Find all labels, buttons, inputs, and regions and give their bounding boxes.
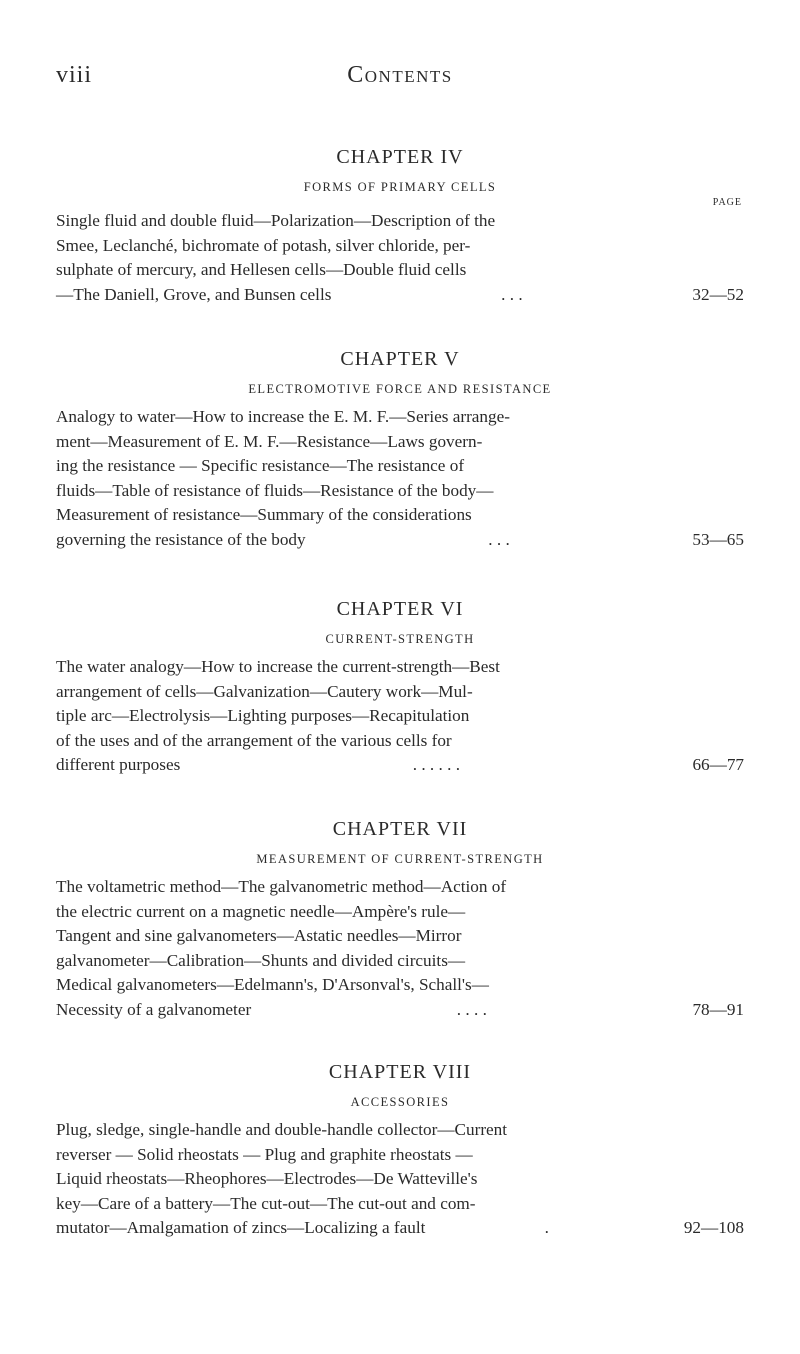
description-last-line: [56, 753, 744, 778]
chapter-description: [56, 655, 744, 778]
description-line: Smee, Leclanché, bichromate of potash, silver chloride, per-: [56, 235, 471, 255]
description-line: mutator—Amalgamation of zincs—Localizing a fault: [56, 1218, 426, 1237]
chapter-viii: [56, 1060, 744, 1241]
description-line: sulphate of mercury, and Hellesen cells—Double fluid cells: [56, 260, 467, 279]
description-line: Single fluid and double fluid—Polarization—Description of the: [56, 211, 496, 230]
leader-dots: . . .: [488, 529, 510, 549]
chapter-title: CHAPTER IV: [336, 146, 464, 168]
description-line: ing the resistance — Specific resistance—The resistance of: [56, 456, 465, 475]
chapter-title: CHAPTER V: [340, 348, 460, 370]
description-last-line: mutator—Amalgamation of zincs—Localizing a fault . 92—108: [76, 1216, 744, 1241]
chapter-description: [56, 405, 744, 552]
chapter-v: [56, 347, 744, 552]
description-line: Necessity of a galvanometer: [56, 999, 252, 1019]
running-title: Contents: [347, 62, 453, 88]
description-line: Tangent and sine galvanometers—Astatic needles—Mirror: [56, 926, 462, 945]
chapter-subtitle: CURRENT-STRENGTH: [325, 632, 475, 646]
description-line: The voltametric method—The galvanometric method—Action of: [56, 877, 507, 896]
description-line: Measurement of resistance—Summary of the considerations: [56, 505, 472, 524]
page-range: 53—65: [692, 529, 744, 549]
description-line: ment—Measurement of E. M. F.—Resistance—Laws govern-: [56, 431, 483, 451]
description-line: reverser — Solid rheostats — Plug and graphite rheostats —: [56, 1144, 473, 1164]
description-line: fluids—Table of resistance of fluids—Resistance of the body—: [56, 480, 494, 500]
chapter-title: CHAPTER VII: [332, 818, 468, 840]
leader-dots: . . . . . .: [412, 755, 460, 774]
leader-dots: . . .: [501, 284, 523, 304]
chapter-description: [56, 209, 744, 307]
page-range: 78—91: [692, 999, 744, 1019]
page-range: 92—108: [683, 1218, 744, 1237]
description-line: —The Daniell, Grove, and Bunsen cells: [56, 284, 332, 304]
description-line: Plug, sledge, single-handle and double-handle collector—Current: [56, 1120, 508, 1139]
chapter-title: CHAPTER VI: [336, 598, 464, 620]
description-line: the electric current on a magnetic needle—Ampère's rule—: [56, 901, 466, 921]
page-header: [56, 62, 744, 96]
page-number: viii: [56, 62, 93, 88]
description-line: Medical galvanometers—Edelmann's, D'Arsonval's, Schall's—: [56, 975, 489, 994]
description-line: different purposes: [56, 755, 181, 774]
page-range: 32—52: [692, 284, 744, 304]
page-column-label: PAGE: [712, 197, 742, 208]
chapter-description: [56, 875, 744, 1022]
description-line: tiple arc—Electrolysis—Lighting purposes—Recapitulation: [56, 706, 470, 725]
description-line: Liquid rheostats—Rheophores—Electrodes—De Watteville's: [56, 1169, 478, 1188]
description-last-line: [56, 528, 744, 553]
description-line: key—Care of a battery—The cut-out—The cut-out and com-: [56, 1193, 476, 1213]
description-line: Analogy to water—How to increase the E. M. F.—Series arrange-: [56, 407, 510, 426]
chapter-subtitle: ACCESSORIES: [350, 1095, 450, 1109]
chapter-vi: [56, 597, 744, 778]
leader-dots: . . . .: [456, 999, 487, 1019]
chapter-subtitle: ELECTROMOTIVE FORCE AND RESISTANCE: [248, 382, 552, 396]
description-last-line: [56, 283, 744, 308]
chapter-title: CHAPTER VIII: [328, 1061, 472, 1083]
description-line: governing the resistance of the body: [56, 529, 306, 549]
description-line: The water analogy—How to increase the current-strength—Best: [56, 657, 500, 676]
description-last-line: [56, 998, 744, 1023]
description-line: of the uses and of the arrangement of the various cells for: [56, 730, 452, 750]
chapter-description: [56, 1118, 744, 1241]
page-range: 66—77: [692, 755, 744, 774]
description-line: galvanometer—Calibration—Shunts and divided circuits—: [56, 950, 466, 970]
description-line: arrangement of cells—Galvanization—Cautery work—Mul-: [56, 681, 473, 701]
chapter-subtitle: FORMS OF PRIMARY CELLS: [303, 180, 497, 194]
chapter-vii: [56, 817, 744, 1022]
chapter-subtitle: MEASUREMENT OF CURRENT-STRENGTH: [256, 852, 544, 866]
chapter-iv: [56, 145, 744, 307]
